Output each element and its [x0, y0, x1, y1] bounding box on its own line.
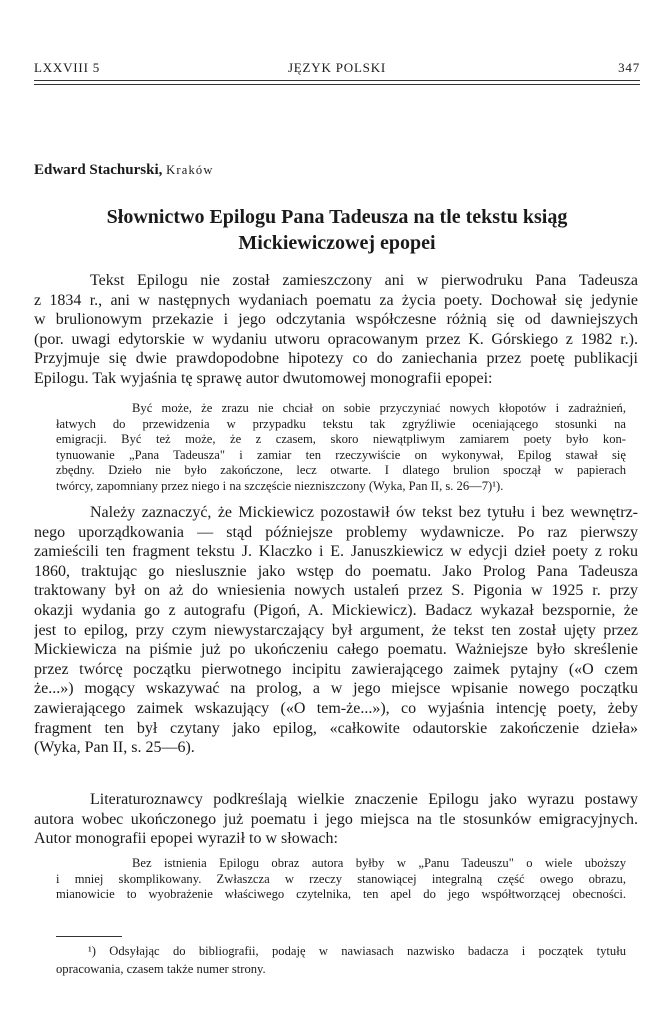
title-line: Słownictwo Epilogu Pana Tadeusza na tle tekstu ksiąg: [106, 206, 568, 228]
text-line: (Wyka, Pan II, s. 25—6).: [34, 739, 195, 757]
text-line: fragment ten był czytany jako epilog, «całkowite odautorskie zakończenie dzieła»: [34, 719, 638, 737]
text-line: Tekst Epilogu nie został zamieszczony ani w pierwodruku Pana Tadeusza: [90, 272, 638, 289]
block-quote-1: [56, 401, 626, 494]
text-line: nego uporządkowania — stąd późniejsze problemy wydawnicze. Po raz pierwszy: [34, 523, 638, 541]
quote-line: tynuowanie „Pana Tadeusza" i zamiar ten rzeczywiście on wykonywał, Epilog stawał się: [56, 447, 626, 462]
quote-line: łatwych do przewidzenia w przypadku tekstu tak zgryźliwie oceniającego stosunki na: [56, 416, 626, 431]
author-city: Kraków: [166, 163, 214, 177]
footnote-rule: [56, 936, 122, 937]
footnote-line: opracowania, czasem także numer strony.: [56, 962, 266, 976]
quote-line: Bez istnienia Epilogu obraz autora byłby w „Panu Tadeuszu" o wiele uboższy: [132, 856, 626, 870]
block-quote-2: [56, 856, 626, 903]
text-line: Należy zaznaczyć, że Mickiewicz pozostawił ów tekst bez tytułu i bez wewnętrz-: [90, 504, 638, 521]
text-line: Mickiewicza na piśmie już po ukończeniu całego poematu. Ważniejsze było skreślenie: [34, 641, 638, 659]
text-line: zamieścili ten fragment tekstu J. Klaczko i E. Januszkiewicz w edycji dzieł poety z roku: [34, 543, 638, 561]
header-rule-top: [34, 80, 640, 81]
author-line: [34, 162, 214, 179]
text-line: że...») mogący wskazywać na prolog, a w jego miejsce wpisanie nowego początku: [34, 680, 638, 698]
text-line: jest to epilog, przy czym niewystarczający był argument, że tekst ten został ujęty przez: [34, 621, 638, 639]
text-line: Przyjmuje się dwie prawdopodobne hipotezy co do zaniechania przez poetę publikacji: [34, 350, 638, 368]
running-head: [34, 60, 640, 80]
quote-line: zbędny. Dzieło nie było zakończone, lecz otwarte. I dlatego brulion spoczął w papierach: [56, 463, 626, 477]
text-line: (por. uwagi edytorskie w wydaniu utworu opracowanym przez K. Górskiego z 1982 r.).: [34, 330, 638, 348]
header-rule-bottom: [34, 84, 640, 85]
quote-line: Być może, że zrazu nie chciał on sobie przyczyniać nowych kłopotów i zadrażnień,: [132, 401, 626, 415]
paragraph-significance: [34, 790, 638, 849]
footnote: [56, 942, 626, 978]
quote-line: emigracji. Być też może, że z czasem, skoro niewątpliwym zamiarem poety było kon-: [56, 432, 626, 446]
text-line: Literaturoznawcy podkreślają wielkie znaczenie Epilogu jako wyrazu postawy: [90, 791, 638, 808]
article-title: [34, 204, 640, 256]
paragraph-history: [34, 503, 638, 758]
text-line: Autor monografii epopei wyraził to w słowach:: [34, 830, 338, 848]
volume-number: LXXVIII 5: [34, 60, 101, 75]
text-line: 1860, traktując go nieslusznie jako wstęp do poematu. Jako Prolog Pana Tadeusza: [34, 562, 638, 580]
journal-title: JĘZYK POLSKI: [287, 60, 387, 75]
quote-line: twórcy, zapomniany przez niego i na szczęście niezniszczony (Wyka, Pan II, s. 26—7)¹).: [56, 478, 504, 493]
quote-line: i mniej skomplikowany. Zwłaszcza w rzeczy stanowiącej integralną część owego obrazu,: [56, 871, 626, 886]
paragraph-intro: [34, 271, 638, 389]
quote-line: mianowicie to wyobrażenie właściwego czytelnika, ten apel do jego współtworzącej obecności.: [56, 887, 626, 901]
text-line: traktowany był on aż do wniesienia nowych ustaleń przez S. Pigonia w 1925 r. przy: [34, 582, 638, 600]
text-line: autora wobec ukończonego już poematu i jego miejsca na tle stosunków emigracyjnych.: [34, 810, 638, 828]
text-line: w brulionowym przekazie i jego odczytania współczesne różnią się od dawniejszych: [34, 311, 638, 329]
title-line: Mickiewiczowej epopei: [238, 232, 436, 254]
author-name: Edward Stachurski,: [34, 162, 163, 178]
page-number: 347: [618, 60, 640, 75]
text-line: z 1834 r., ani w następnych wydaniach poematu za życia poety. Dochował się jedynie: [34, 291, 638, 309]
text-line: przez twórcę początku pierwotnego incipitu zawierającego zaimek pytajny («O czem: [34, 660, 638, 678]
text-line: Epilogu. Tak wyjaśnia tę sprawę autor dwutomowej monografii epopei:: [34, 369, 493, 387]
footnote-line: ¹) Odsyłając do bibliografii, podaję w nawiasach nazwisko badacza i początek tytułu: [88, 944, 626, 958]
text-line: okazji wydania go z autografu (Pigoń, A. Mickiewicz). Badacz wykazał bezspornie, że: [34, 601, 638, 619]
text-line: zawierającego zaimek wskazujący («O tem-że...»), co wyjaśnia intencję poety, żeby: [34, 699, 638, 717]
